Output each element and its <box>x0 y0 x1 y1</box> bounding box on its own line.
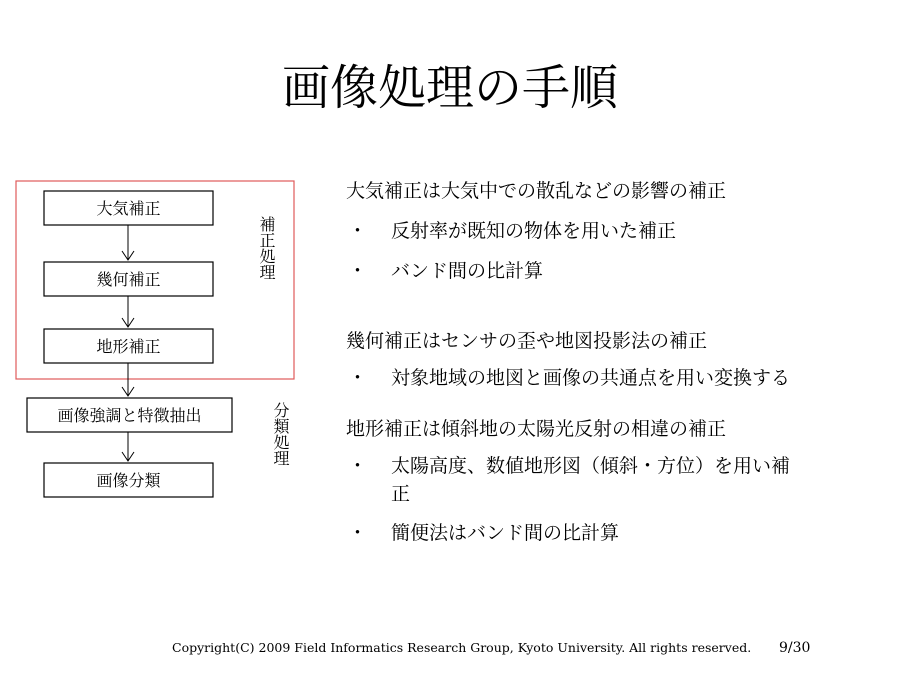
flow-box-enhancement <box>27 398 232 432</box>
flow-arrow <box>122 296 134 327</box>
section-heading-terrain: 地形補正は傾斜地の太陽光反射の相違の補正 <box>346 418 727 440</box>
flow-arrow <box>122 432 134 461</box>
classification-group-label: 分類処理 <box>271 402 290 466</box>
bullet-item: ・ 簡便法はバンド間の比計算 <box>348 522 620 544</box>
flow-box-label: 大気補正 <box>96 199 161 218</box>
section-heading-geometric: 幾何補正はセンサの歪や地図投影法の補正 <box>346 330 708 352</box>
flow-box-terrain <box>44 329 213 363</box>
flow-box-label: 画像分類 <box>96 471 161 490</box>
correction-group-label: 補正処理 <box>257 216 276 280</box>
copyright-footer: Copyright(C) 2009 Field Informatics Research Group, Kyoto University. All rights reserved. <box>172 640 752 655</box>
flow-box-classification <box>44 463 213 497</box>
bullet-item: ・ 太陽高度、数値地形図（傾斜・方位）を用い補正 <box>348 455 791 505</box>
bullet-item: ・ 対象地域の地図と画像の共通点を用い変換する <box>348 367 791 389</box>
section-heading-atmospheric: 大気補正は大気中での散乱などの影響の補正 <box>346 180 727 202</box>
slide-title: 画像処理の手順 <box>281 60 618 116</box>
flow-box-label: 地形補正 <box>96 337 161 356</box>
description-text <box>346 176 806 548</box>
flow-box-atmospheric <box>44 191 213 225</box>
flow-arrow <box>122 225 134 260</box>
bullet-item: ・ 反射率が既知の物体を用いた補正 <box>348 220 677 242</box>
flow-box-label: 幾何補正 <box>96 270 161 289</box>
bullet-item: ・ バンド間の比計算 <box>348 260 544 282</box>
page-number: 9/30 <box>779 640 811 656</box>
flow-box-label: 画像強調と特徴抽出 <box>57 406 202 425</box>
flow-box-geometric <box>44 262 213 296</box>
